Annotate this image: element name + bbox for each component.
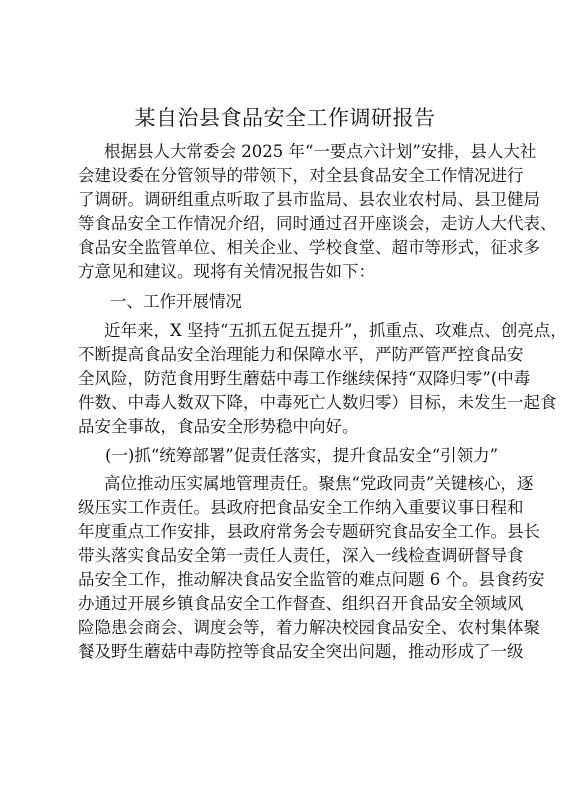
paragraph-line: 级压实工作责任。县政府把食品安全工作纳入重要议事日程和 [78, 498, 524, 517]
paragraph-line: 不断提高食品安全治理能力和保障水平，严防严管严控食品安 [78, 345, 524, 364]
paragraph-line: 办通过开展乡镇食品安全工作督查、组织召开食品安全领域风 [78, 594, 524, 613]
paragraph-line: 件数、中毒人数双下降，中毒死亡人数归零）目标，未发生一起食 [78, 393, 557, 412]
paragraph-line: 险隐患会商会、调度会等，着力解决校园食品安全、农村集体聚 [78, 618, 540, 637]
paragraph-line: 全风险，防范食用野生蘑菇中毒工作继续保持“双降归零”(中毒 [78, 369, 531, 388]
paragraph-line: 近年来，X 坚持“五抓五促五提升”，抓重点、攻难点、创亮点， [104, 321, 567, 340]
paragraph-line: 等食品安全工作情况介绍，同时通过召开座谈会，走访人大代表、 [78, 214, 557, 233]
paragraph-line: 年度重点工作安排，县政府常务会专题研究食品安全工作。县长 [78, 522, 540, 541]
section-heading: 一、工作开展情况 [110, 292, 242, 311]
subsection-heading: (一)抓“统筹部署”促责任落实，提升食品安全“引领力” [105, 446, 499, 465]
paragraph-line: 品安全事故，食品安全形势稳中向好。 [78, 417, 359, 436]
document-title: 某自治县食品安全工作调研报告 [134, 106, 436, 130]
paragraph-line: 会建设委在分管领导的带领下，对全县食品安全工作情况进行 [78, 166, 524, 185]
paragraph-line: 餐及野生蘑菇中毒防控等食品安全突出问题，推动形成了一级 [78, 642, 524, 661]
paragraph-line: 方意见和建议。现将有关情况报告如下： [78, 262, 375, 281]
paragraph-line: 食品安全监管单位、相关企业、学校食堂、超市等形式，征求多 [78, 238, 540, 257]
paragraph-line: 根据县人大常委会 2025 年“一要点六计划”安排，县人大社 [104, 142, 537, 161]
paragraph-line: 带头落实食品安全第一责任人责任，深入一线检查调研督导食 [78, 546, 524, 565]
paragraph-line: 了调研。调研组重点听取了县市监局、县农业农村局、县卫健局 [78, 190, 540, 209]
paragraph-line: 品安全工作，推动解决食品安全监管的难点问题 6 个。县食药安 [78, 570, 545, 589]
paragraph-line: 高位推动压实属地管理责任。聚焦“党政同责”关键核心，逐 [104, 474, 534, 493]
